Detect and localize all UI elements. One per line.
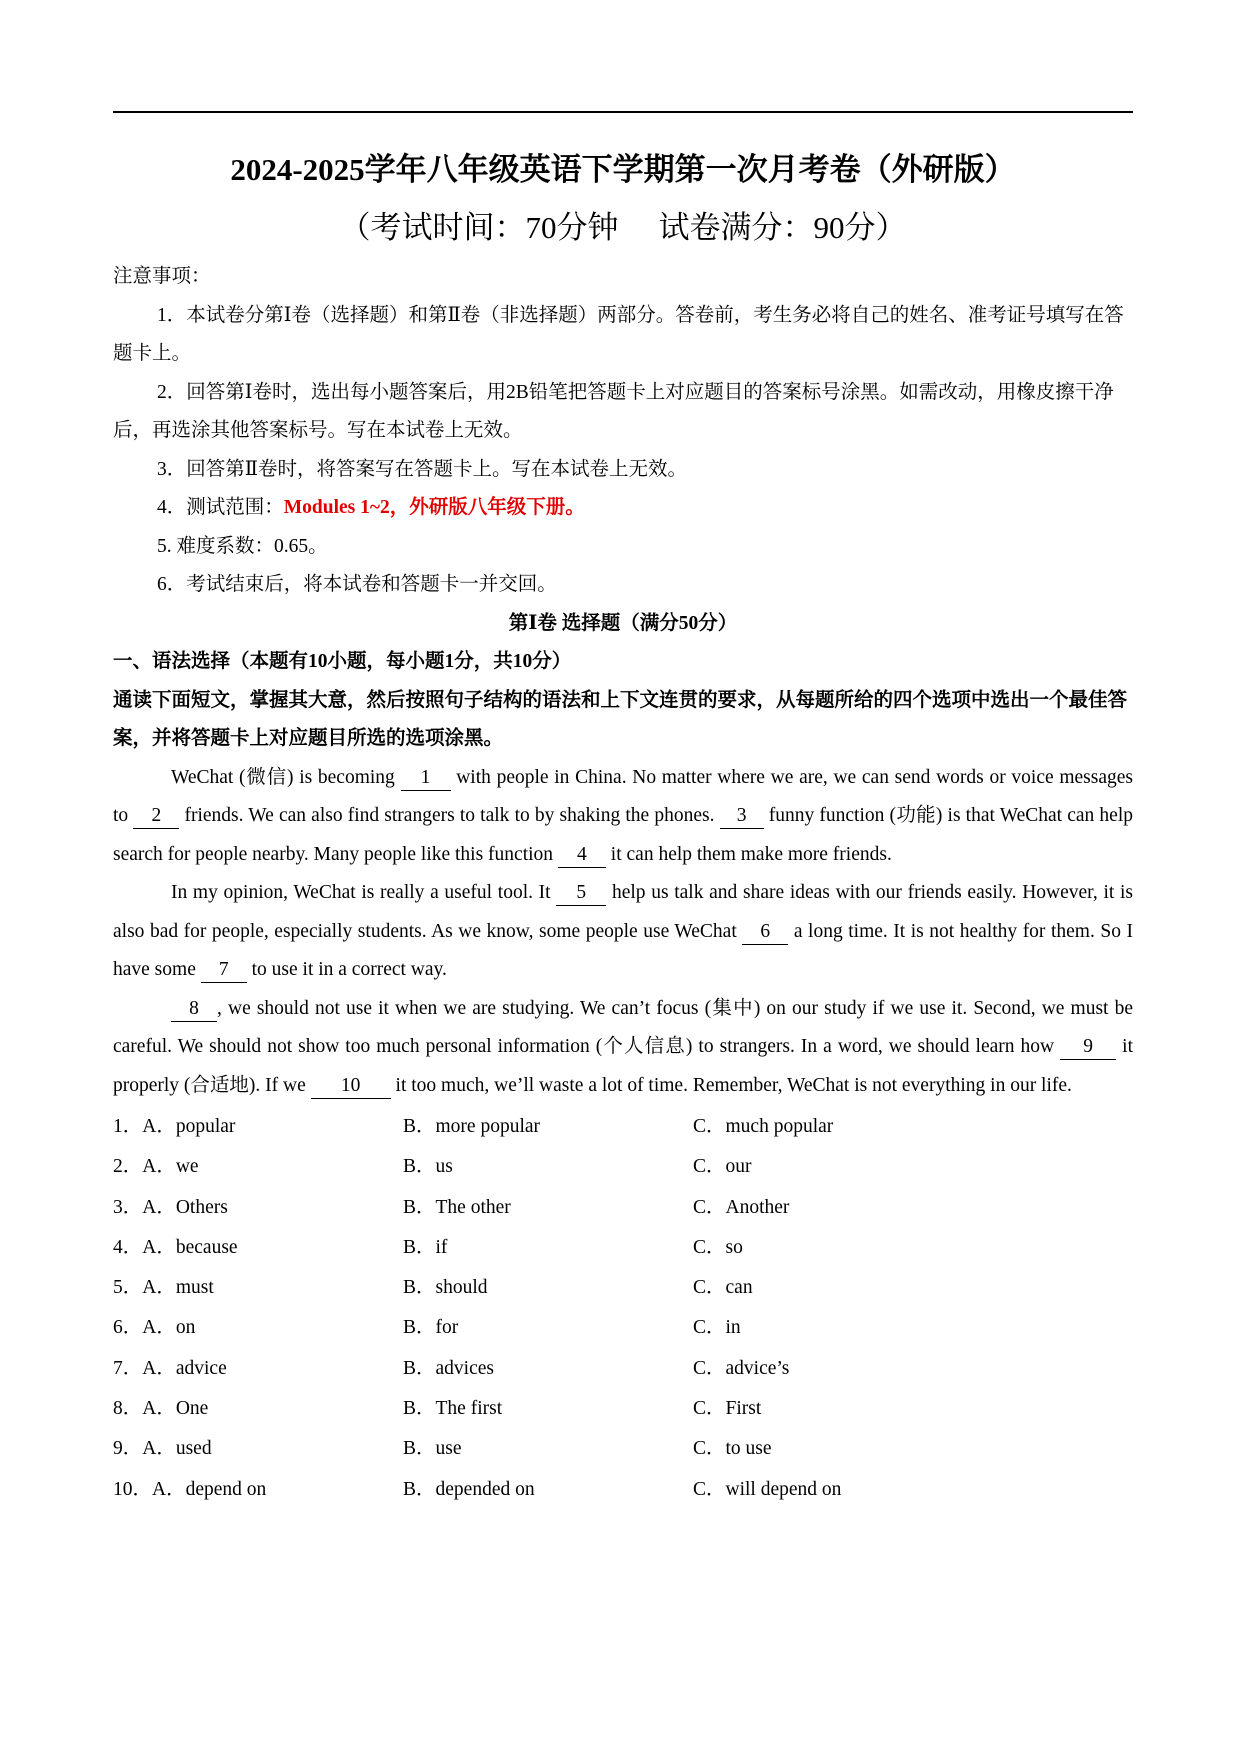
note-5: 5. 难度系数：0.65。	[157, 535, 328, 557]
option-b[interactable]: B．The first	[403, 1398, 503, 1420]
passage-text: , we should not use it when we are studying. We can’t focus (集中) on our study if we use it. Second, we must be careful. We should not show too much personal information (个人信息) to strangers. In a word, we should learn how	[113, 997, 1133, 1057]
option-a[interactable]: A．used	[142, 1438, 212, 1460]
question-row	[113, 1349, 1133, 1389]
option-c[interactable]: C．much popular	[693, 1116, 834, 1137]
question-row	[113, 1308, 1133, 1348]
question-row	[113, 1228, 1133, 1268]
blank-10: 10	[311, 1074, 391, 1099]
option-b[interactable]: B．depended on	[403, 1478, 535, 1500]
option-c[interactable]: C．will depend on	[693, 1478, 842, 1500]
option-b[interactable]: B．should	[403, 1277, 488, 1299]
passage-text: In my opinion, WeChat is really a useful tool. It	[171, 882, 557, 903]
exam-title: 2024-2025学年八年级英语下学期第一次月考卷（外研版）	[230, 152, 1016, 187]
note-3: 3．回答第Ⅱ卷时，将答案写在答题卡上。写在本试卷上无效。	[157, 458, 688, 480]
option-a[interactable]: A．depend on	[152, 1478, 267, 1500]
question-row	[113, 1389, 1133, 1429]
blank-9: 9	[1060, 1035, 1116, 1060]
option-a[interactable]: A．on	[142, 1317, 196, 1339]
passage-text: it can help them make more friends.	[605, 843, 892, 865]
blank-1: 1	[401, 766, 451, 791]
question-number: 2．	[113, 1156, 143, 1178]
option-b[interactable]: B．us	[403, 1156, 453, 1178]
option-b[interactable]: B．The other	[403, 1196, 511, 1218]
option-c[interactable]: C．to use	[693, 1438, 772, 1460]
passage-paragraph-3	[113, 990, 1133, 1106]
option-c[interactable]: C．can	[693, 1277, 753, 1299]
passage-text: funny function (功能) is that WeChat can help search for people nearby. Many people like this function	[113, 805, 1133, 865]
note-4-prefix: 4．测试范围：	[157, 497, 284, 518]
option-a[interactable]: A．because	[142, 1236, 238, 1258]
option-b[interactable]: B．use	[403, 1438, 462, 1460]
option-a[interactable]: A．must	[142, 1277, 214, 1299]
part1-instruction: 通读下面短文，掌握其大意，然后按照句子结构的语法和上下文连贯的要求，从每题所给的四个选项中选出一个最佳答案，并将答题卡上对应题目所选的选项涂黑。	[113, 689, 1128, 749]
note-4	[113, 489, 1133, 528]
exam-full-score: 试卷满分：90分）	[658, 210, 907, 245]
passage-text: help us talk and share ideas with our friends easily. However, it is also bad for people, especially students. As we know, some people use WeChat	[113, 882, 1133, 942]
option-a[interactable]: A．we	[142, 1156, 199, 1178]
note-6: 6．考试结束后，将本试卷和答题卡一并交回。	[157, 574, 557, 595]
note-2: 2．回答第Ⅰ卷时，选出每小题答案后，用2B铅笔把答题卡上对应题目的答案标号涂黑。如需改动，用橡皮擦干净后，再选涂其他答案标号。写在本试卷上无效。	[113, 381, 1114, 441]
question-number: 10．	[113, 1478, 153, 1500]
passage-text: friends. We can also find strangers to talk to by shaking the phones.	[179, 805, 720, 826]
blank-8: 8	[171, 997, 217, 1022]
option-c[interactable]: C．advice’s	[693, 1357, 790, 1379]
blank-5: 5	[556, 881, 606, 906]
blank-4: 4	[558, 843, 606, 868]
option-a[interactable]: A．advice	[142, 1357, 227, 1379]
exam-subtitle	[113, 208, 1133, 248]
option-c[interactable]: C．our	[693, 1156, 752, 1178]
question-number: 7．	[113, 1357, 143, 1379]
question-row	[113, 1107, 1133, 1147]
option-a[interactable]: A．Others	[142, 1196, 228, 1218]
blank-2: 2	[133, 804, 179, 829]
question-row	[113, 1268, 1133, 1308]
test-range: Modules 1~2，外研版八年级下册。	[283, 497, 585, 518]
notes-heading: 注意事项：	[113, 266, 211, 287]
passage-text: it too much, we’ll waste a lot of time. Remember, WeChat is not everything in our life.	[390, 1074, 1072, 1096]
option-c[interactable]: C．in	[693, 1317, 741, 1339]
question-number: 4．	[113, 1236, 143, 1258]
question-number: 8．	[113, 1398, 143, 1420]
question-row	[113, 1188, 1133, 1228]
passage-text: WeChat (微信) is becoming	[171, 766, 401, 788]
question-number: 9．	[113, 1438, 143, 1460]
question-number: 1．	[113, 1116, 143, 1137]
header-rule	[113, 111, 1133, 113]
option-b[interactable]: B．if	[403, 1236, 448, 1258]
question-row	[113, 1470, 1133, 1510]
passage-paragraph-2	[113, 874, 1133, 990]
question-row	[113, 1147, 1133, 1187]
option-a[interactable]: A．One	[142, 1398, 209, 1420]
exam-page	[113, 150, 1133, 1510]
question-list	[113, 1107, 1133, 1510]
section-title: 第Ⅰ卷 选择题（满分50分）	[508, 612, 738, 634]
question-number: 3．	[113, 1196, 143, 1218]
passage-text: to use it in a correct way.	[246, 959, 447, 980]
part1-heading: 一、语法选择（本题有10小题，每小题1分，共10分）	[113, 651, 572, 672]
option-c[interactable]: C．so	[693, 1236, 743, 1258]
option-c[interactable]: C．First	[693, 1398, 762, 1420]
option-c[interactable]: C．Another	[693, 1196, 790, 1218]
blank-3: 3	[720, 804, 764, 829]
passage-text: it properly (合适地). If we	[113, 1036, 1133, 1096]
passage-text: a long time. It is not healthy for them. So I have some	[113, 920, 1133, 980]
question-number: 6．	[113, 1317, 143, 1339]
passage-text: with people in China. No matter where we are, we can send words or voice messages to	[113, 766, 1133, 826]
passage-paragraph-1	[113, 759, 1133, 875]
question-number: 5．	[113, 1277, 143, 1299]
option-b[interactable]: B．for	[403, 1317, 459, 1339]
option-a[interactable]: A．popular	[142, 1116, 236, 1137]
blank-7: 7	[201, 958, 247, 983]
blank-6: 6	[742, 920, 788, 945]
exam-time: （考试时间：70分钟	[339, 210, 619, 245]
option-b[interactable]: B．more popular	[403, 1116, 541, 1137]
question-row	[113, 1429, 1133, 1469]
note-1: 1．本试卷分第Ⅰ卷（选择题）和第Ⅱ卷（非选择题）两部分。答卷前，考生务必将自己的姓名、准考证号填写在答题卡上。	[113, 304, 1124, 364]
option-b[interactable]: B．advices	[403, 1357, 494, 1379]
